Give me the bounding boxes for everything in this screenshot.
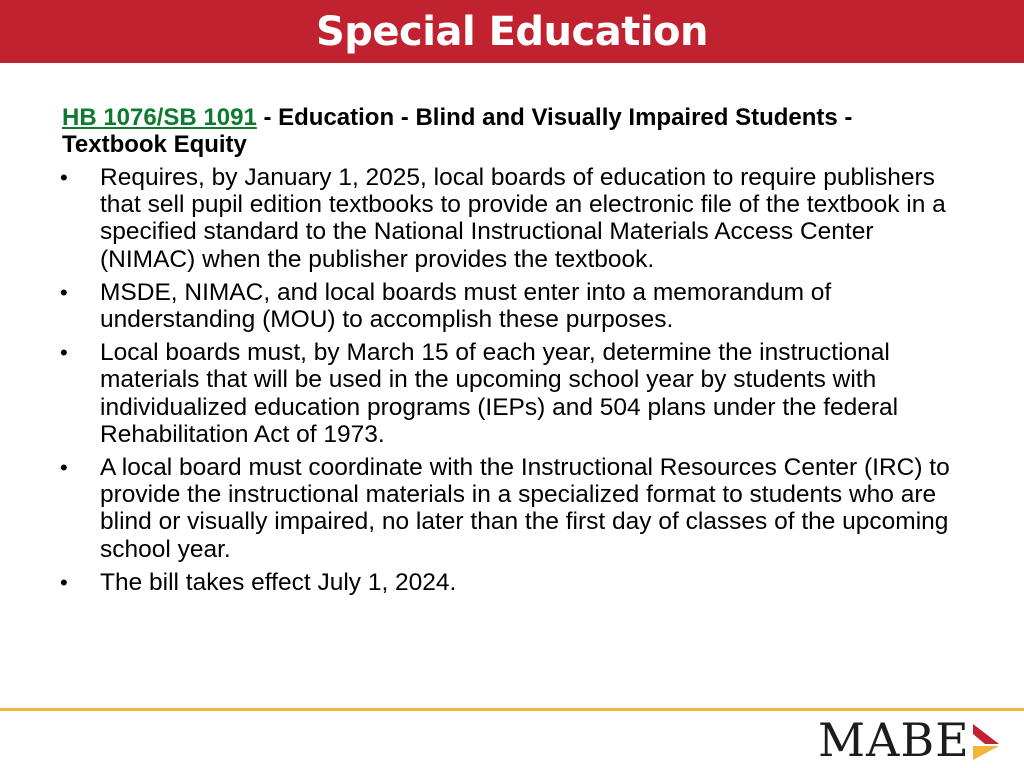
bill-heading-text: - Education - Blind and Visually Impaired Students - Textbook Equity xyxy=(62,104,853,158)
list-item xyxy=(62,454,962,563)
bullet-text: The bill takes effect July 1, 2024. xyxy=(100,568,457,596)
bullet-icon: • xyxy=(60,455,68,481)
bullet-icon: • xyxy=(60,165,68,190)
bullet-text: Local boards must, by March 15 of each year, determine the instructional materials that will be used in the upcoming school year by students with individualized education programs (IEPs) and 504 plans under the federal Rehabilitation Act of 1973. xyxy=(100,339,899,448)
mabe-logo xyxy=(818,712,1001,768)
bill-heading xyxy=(62,104,962,158)
bullet-text: MSDE, NIMAC, and local boards must enter into a memorandum of understanding (MOU) to accomplish these purposes. xyxy=(100,278,832,334)
slide-title: Special Education xyxy=(315,9,709,55)
bullet-icon: • xyxy=(60,279,68,305)
list-item xyxy=(62,569,962,596)
footer-divider xyxy=(0,708,1024,711)
bullet-text: Requires, by January 1, 2025, local boards of education to require publishers that sell pupil edition textbooks to provide an electronic file of the textbook in a specified standard to the National Instructional Materials Access Center (NIMAC) when the publisher provides the textbook. xyxy=(100,164,946,273)
list-item xyxy=(62,164,962,273)
logo-text: MABE xyxy=(818,713,970,767)
bullet-icon: • xyxy=(60,340,68,366)
bill-link[interactable]: HB 1076/SB 1091 xyxy=(62,104,257,131)
bullet-list xyxy=(62,164,962,596)
bullet-icon: • xyxy=(60,569,68,595)
list-item xyxy=(62,339,962,448)
slide-content xyxy=(62,104,962,602)
arrow-right-icon xyxy=(971,722,1001,762)
list-item xyxy=(62,279,962,333)
bullet-text: A local board must coordinate with the Instructional Resources Center (IRC) to provide the instructional materials in a specialized format to students who are blind or visually impaired, no later than the first day of classes of the upcoming school year. xyxy=(100,454,950,563)
title-bar xyxy=(0,0,1024,63)
